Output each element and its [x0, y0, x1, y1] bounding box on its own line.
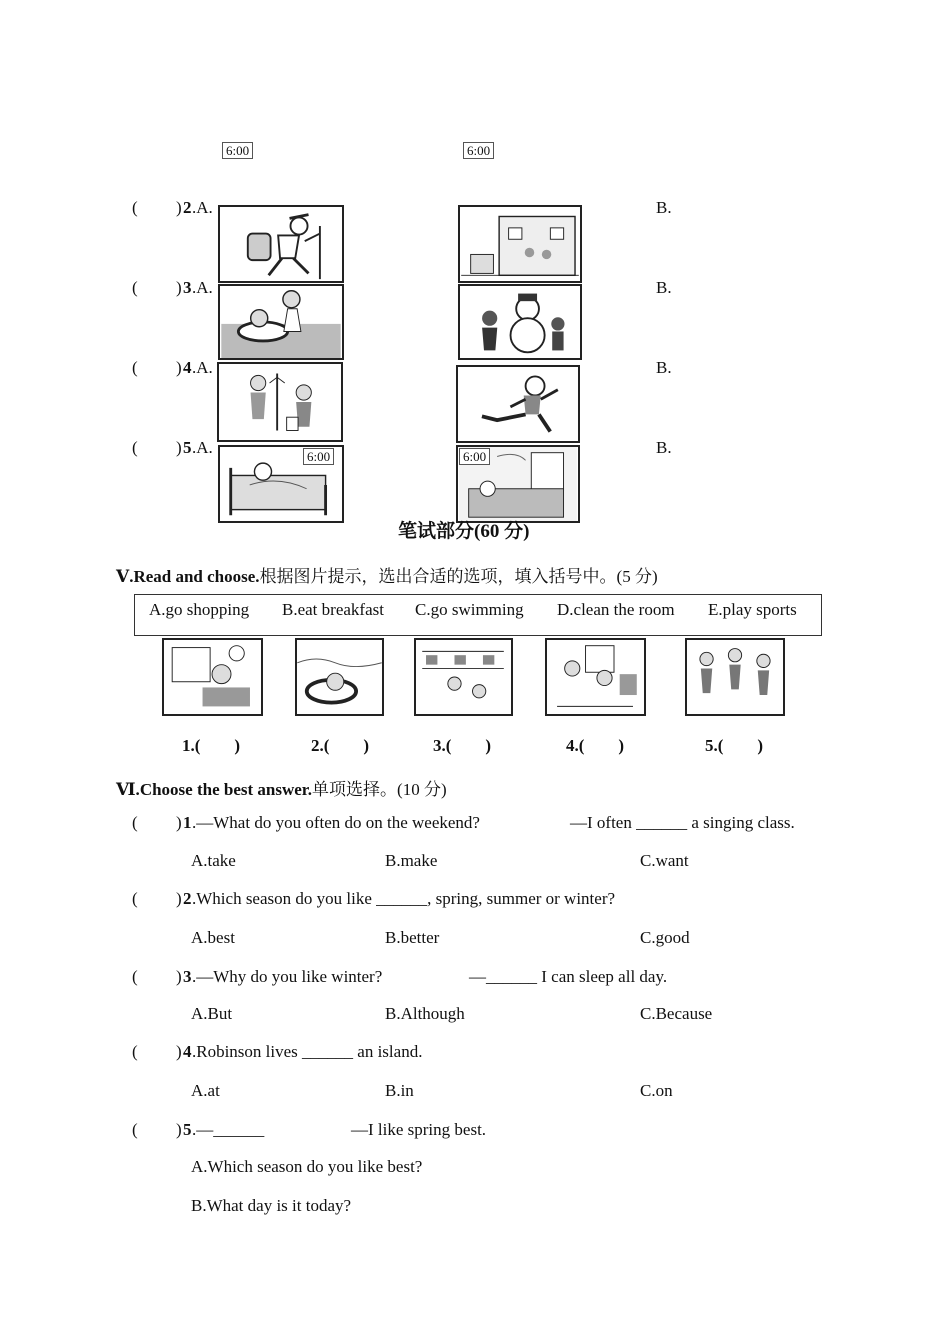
- paren-open: (: [132, 438, 138, 457]
- choice-c: C.Because: [640, 1004, 713, 1023]
- written-part-title: 笔试部分(60 分): [398, 521, 530, 542]
- choice-c: C.want: [640, 851, 689, 870]
- question-stem: .Robinson lives ______ an island.: [192, 1042, 423, 1061]
- option-a-label: .A.: [192, 278, 213, 297]
- hiking-picture: [218, 205, 344, 283]
- choice-a: A.But: [191, 1004, 233, 1023]
- option-item: B.eat breakfast: [282, 600, 384, 619]
- choice-a: A.Which season do you like best?: [191, 1157, 423, 1176]
- choice-c: C.good: [640, 928, 690, 947]
- paren-close: ): [176, 1042, 182, 1061]
- option-a-label: .A.: [192, 438, 213, 457]
- option-item: E.play sports: [708, 600, 797, 619]
- question-number: 3: [183, 278, 192, 297]
- paren-close: ): [176, 438, 182, 457]
- section-instruction: 单项选择。(10 分): [312, 780, 447, 799]
- paren-close: ): [176, 1120, 182, 1139]
- question-number: 1: [183, 813, 192, 832]
- cleaning-picture: [545, 638, 646, 716]
- question-reply: —I often ______ a singing class.: [570, 813, 795, 832]
- paren-close: ): [176, 967, 182, 986]
- paren-close: ): [176, 358, 182, 377]
- choice-b: B.better: [385, 928, 440, 947]
- option-a-label: .A.: [192, 198, 213, 217]
- answer-blank: 2.( ): [311, 736, 370, 755]
- answer-blank: 1.( ): [182, 736, 241, 755]
- choice-a: A.best: [191, 928, 235, 947]
- question-reply: —______ I can sleep all day.: [469, 967, 668, 986]
- section-6-header: [116, 775, 447, 800]
- paren-open: (: [132, 198, 138, 217]
- choice-a: A.at: [191, 1081, 220, 1100]
- option-item: A.go shopping: [149, 600, 250, 619]
- answer-blank: 4.( ): [566, 736, 625, 755]
- question-reply: —I like spring best.: [351, 1120, 487, 1139]
- question-number: 5: [183, 1120, 192, 1139]
- option-b-label: B.: [656, 198, 672, 217]
- answer-blank: 5.( ): [705, 736, 764, 755]
- clock-label: 6:00: [463, 142, 494, 159]
- paren-close: ): [176, 198, 182, 217]
- planting-trees-picture: [217, 362, 343, 442]
- question-stem: .—______: [192, 1120, 265, 1139]
- section-title: Choose the best answer.: [139, 780, 313, 799]
- question-number: 5: [183, 438, 192, 457]
- section-instruction: 根据图片提示，选出合适的选项，填入括号中。(5 分): [259, 567, 658, 586]
- option-b-label: B.: [656, 438, 672, 457]
- question-number: 4: [183, 358, 192, 377]
- choice-c: C.on: [640, 1081, 673, 1100]
- section-title: Read and choose.: [133, 567, 260, 586]
- paren-open: (: [132, 1120, 138, 1139]
- option-item: C.go swimming: [415, 600, 524, 619]
- paren-open: (: [132, 813, 138, 832]
- clock-label: 6:00: [303, 448, 334, 465]
- question-number: 4: [183, 1042, 192, 1061]
- swimming-picture: [295, 638, 384, 716]
- shopping-picture: [414, 638, 513, 716]
- paren-open: (: [132, 358, 138, 377]
- question-stem: .—Why do you like winter?: [192, 967, 383, 986]
- choice-b: B.in: [385, 1081, 414, 1100]
- paren-close: ): [176, 278, 182, 297]
- option-b-label: B.: [656, 278, 672, 297]
- option-b-label: B.: [656, 358, 672, 377]
- choice-a: A.take: [191, 851, 236, 870]
- section-roman: Ⅴ.: [116, 567, 134, 586]
- option-a-label: .A.: [192, 358, 213, 377]
- running-boy-picture: [456, 365, 580, 443]
- paren-close: ): [176, 813, 182, 832]
- choice-b: B.What day is it today?: [191, 1196, 352, 1215]
- question-number: 3: [183, 967, 192, 986]
- option-item: D.clean the room: [557, 600, 675, 619]
- paren-open: (: [132, 889, 138, 908]
- choice-b: B.Although: [385, 1004, 465, 1023]
- houses-picture: [458, 205, 582, 283]
- swimming-pool-picture: [218, 284, 344, 360]
- question-stem: .Which season do you like ______, spring, summer or winter?: [192, 889, 616, 908]
- question-number: 2: [183, 889, 192, 908]
- sports-picture: [685, 638, 785, 716]
- clock-label: 6:00: [459, 448, 490, 465]
- paren-open: (: [132, 278, 138, 297]
- choice-b: B.make: [385, 851, 438, 870]
- section-5-header: [116, 562, 658, 587]
- snowman-picture: [458, 284, 582, 360]
- paren-open: (: [132, 967, 138, 986]
- breakfast-picture: [162, 638, 263, 716]
- clock-label: 6:00: [222, 142, 253, 159]
- paren-close: ): [176, 889, 182, 908]
- question-number: 2: [183, 198, 192, 217]
- section-roman: Ⅵ.: [116, 780, 140, 799]
- question-stem: .—What do you often do on the weekend?: [192, 813, 480, 832]
- paren-open: (: [132, 1042, 138, 1061]
- answer-blank: 3.( ): [433, 736, 492, 755]
